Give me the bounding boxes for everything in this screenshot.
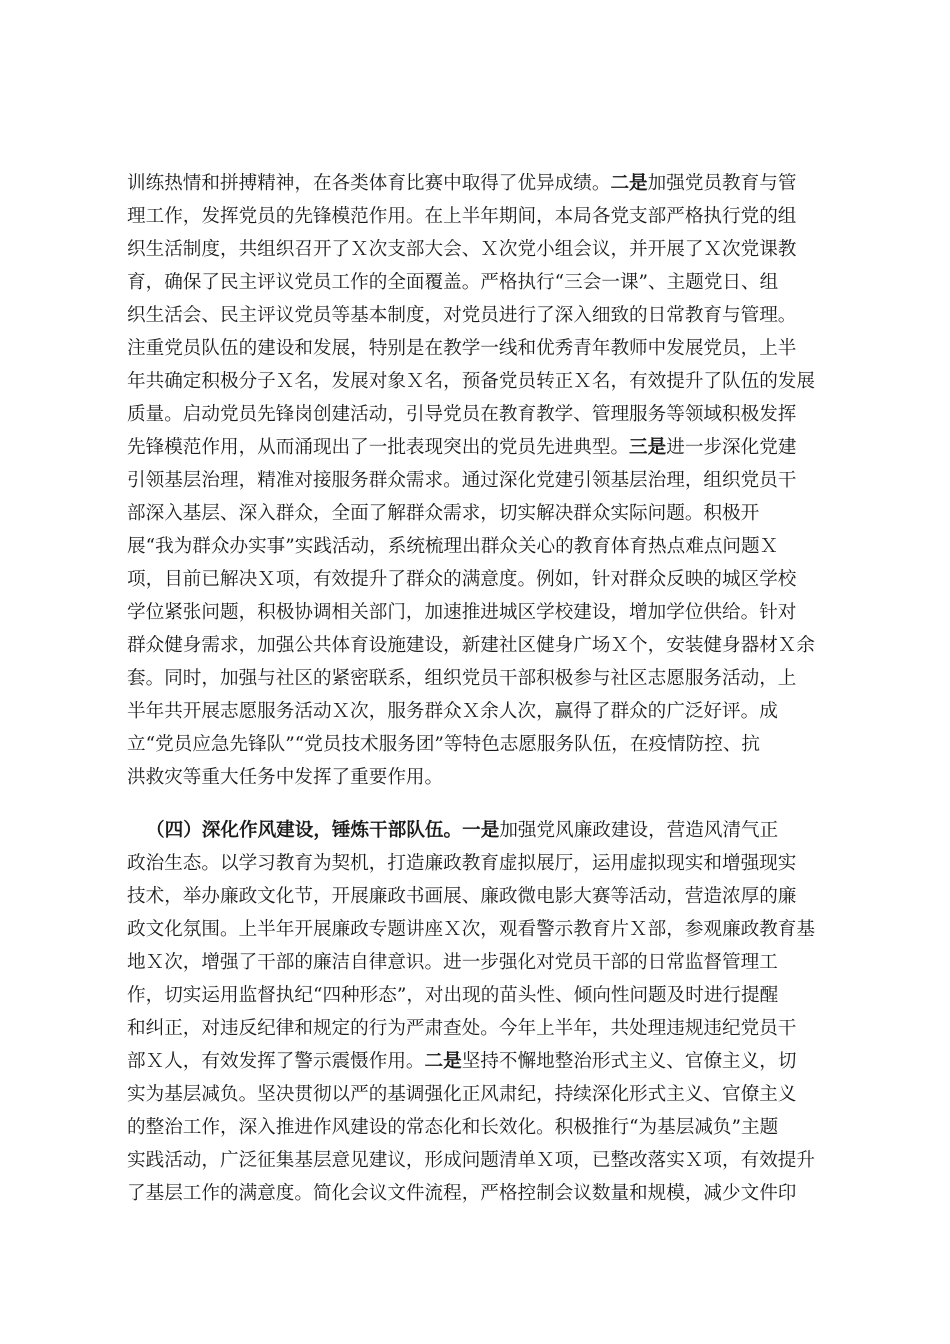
emphasis-label: 二是 — [610, 173, 648, 194]
text-line: 项，目前已解决Ｘ项，有效提升了群众的满意度。例如，针对群众反映的城区学校 — [127, 569, 797, 590]
text-line: 实为基层减负。坚决贯彻以严的基调强化正风肃纪，持续深化形式主义、官僚主义 — [127, 1084, 797, 1105]
text-line: 套。同时，加强与社区的紧密联系，组织党员干部积极参与社区志愿服务活动，上 — [127, 668, 797, 689]
text-line: 注重党员队伍的建设和发展，特别是在教学一线和优秀青年教师中发展党员，上半 — [127, 338, 797, 359]
text-line: 织生活制度，共组织召开了Ｘ次支部大会、Ｘ次党小组会议，并开展了Ｘ次党课教 — [127, 239, 797, 260]
text-line: 部深入基层、深入群众，全面了解群众需求，切实解决群众实际问题。积极开 — [127, 503, 760, 524]
text-line: 地Ｘ次，增强了干部的廉洁自律意识。进一步强化对党员干部的日常监督管理工 — [127, 952, 778, 973]
text-line: 质量。启动党员先锋岗创建活动，引导党员在教育教学、管理服务等领域积极发挥 — [127, 404, 797, 425]
text-line: 学位紧张问题，积极协调相关部门，加速推进城区学校建设，增加学位供给。针对 — [127, 602, 797, 623]
emphasis-label: 三是 — [629, 437, 667, 458]
text-line: 部Ｘ人，有效发挥了警示震慑作用。二是坚持不懈地整治形式主义、官僚主义，切 — [127, 1051, 797, 1072]
text-line: 群众健身需求，加强公共体育设施建设，新建社区健身广场Ｘ个，安装健身器材Ｘ余 — [127, 635, 815, 656]
text-line: 洪救灾等重大任务中发挥了重要作用。 — [127, 767, 444, 788]
text-line: 引领基层治理，精准对接服务群众需求。通过深化党建引领基层治理，组织党员干 — [127, 470, 797, 491]
text-line: 政文化氛围。上半年开展廉政专题讲座Ｘ次，观看警示教育片Ｘ部，参观廉政教育基 — [127, 919, 815, 940]
section-heading-line: （四）深化作风建设，锤炼干部队伍。一是加强党风廉政建设，营造风清气正 — [146, 820, 779, 841]
emphasis-label: 一是 — [462, 820, 500, 841]
text-line: 政治生态。以学习教育为契机，打造廉政教育虚拟展厅，运用虚拟现实和增强现实 — [127, 853, 797, 874]
emphasis-label: 二是 — [424, 1051, 462, 1072]
text-line: 技术，举办廉政文化节，开展廉政书画展、廉政微电影大赛等活动，营造浓厚的廉 — [127, 886, 797, 907]
text-line: 织生活会、民主评议党员等基本制度，对党员进行了深入细致的日常教育与管理。 — [127, 305, 797, 326]
text-line: 年共确定积极分子Ｘ名，发展对象Ｘ名，预备党员转正Ｘ名，有效提升了队伍的发展 — [127, 371, 815, 392]
text-line: 理工作，发挥党员的先锋模范作用。在上半年期间，本局各党支部严格执行党的组 — [127, 206, 797, 227]
text-line: 先锋模范作用，从而涌现出了一批表现突出的党员先进典型。三是进一步深化党建 — [127, 437, 797, 458]
section-heading: （四）深化作风建设，锤炼干部队伍。 — [146, 820, 463, 841]
text-line: 和纠正，对违反纪律和规定的行为严肃查处。今年上半年，共处理违规违纪党员干 — [127, 1018, 797, 1039]
text-line: 育，确保了民主评议党员工作的全面覆盖。严格执行“三会一课”、主题党日、组 — [127, 272, 779, 293]
text-line: 半年共开展志愿服务活动Ｘ次，服务群众Ｘ余人次，赢得了群众的广泛好评。成 — [127, 701, 778, 722]
text-line: 了基层工作的满意度。简化会议文件流程，严格控制会议数量和规模，减少文件印 — [127, 1183, 797, 1204]
text-line: 实践活动，广泛征集基层意见建议，形成问题清单Ｘ项，已整改落实Ｘ项，有效提升 — [127, 1150, 815, 1171]
text-line: 立“党员应急先锋队”“党员技术服务团”等特色志愿服务队伍，在疫情防控、抗 — [127, 734, 761, 755]
text-line: 展“我为群众办实事”实践活动，系统梳理出群众关心的教育体育热点难点问题Ｘ — [127, 536, 779, 557]
text-line: 的整治工作，深入推进作风建设的常态化和长效化。积极推行“为基层减负”主题 — [127, 1117, 779, 1138]
text-line: 作，切实运用监督执纪“四种形态”，对出现的苗头性、倾向性问题及时进行提醒 — [127, 985, 779, 1006]
text-line: 训练热情和拼搏精神，在各类体育比赛中取得了优异成绩。二是加强党员教育与管 — [127, 173, 797, 194]
